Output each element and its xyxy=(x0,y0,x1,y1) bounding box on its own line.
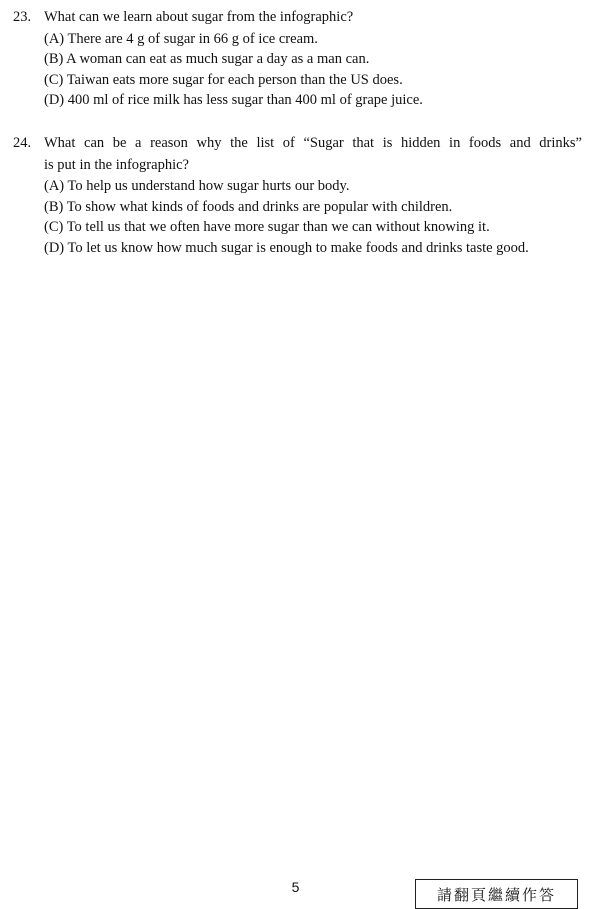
question-stem-line-1: What can be a reason why the list of “Sugar that is hidden in foods and drinks” xyxy=(44,135,582,151)
option-b: (B) To show what kinds of foods and drinks are popular with children. xyxy=(44,199,453,215)
turn-page-note-text: 請翻頁繼續作答 xyxy=(436,886,556,904)
option-d: (D) 400 ml of rice milk has less sugar than 400 ml of grape juice. xyxy=(44,92,423,108)
turn-page-note xyxy=(415,879,578,909)
option-a: (A) To help us understand how sugar hurts our body. xyxy=(44,178,350,194)
option-c: (C) To tell us that we often have more sugar than we can without knowing it. xyxy=(44,219,490,235)
question-stem-line-2: is put in the infographic? xyxy=(44,157,189,173)
page-number: 5 xyxy=(291,879,300,895)
question-number: 24. xyxy=(13,135,32,151)
question-number: 23. xyxy=(13,9,32,25)
option-a: (A) There are 4 g of sugar in 66 g of ice cream. xyxy=(44,31,318,47)
option-b: (B) A woman can eat as much sugar a day as a man can. xyxy=(44,51,370,67)
question-stem: What can we learn about sugar from the infographic? xyxy=(44,9,354,25)
option-c: (C) Taiwan eats more sugar for each person than the US does. xyxy=(44,72,403,88)
option-d: (D) To let us know how much sugar is enough to make foods and drinks taste good. xyxy=(44,240,529,256)
